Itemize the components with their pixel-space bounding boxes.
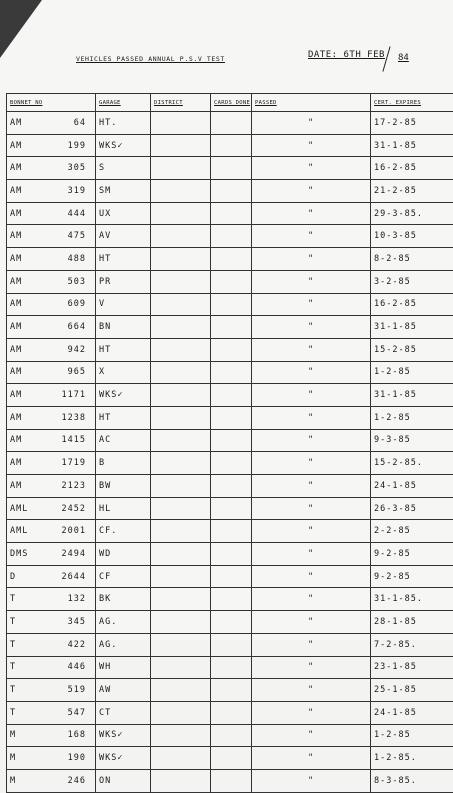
table-row (7, 270, 453, 293)
passed-cell: " (252, 316, 371, 339)
garage-cell: AG. (96, 611, 151, 634)
passed-cell: " (252, 384, 371, 407)
cards-done-cell (211, 338, 252, 361)
cert-expiry-cell: 31-1-85. (371, 588, 453, 611)
bonnet-no-cell (7, 475, 96, 498)
cards-done-cell (211, 565, 252, 588)
bonnet-number: 305 (68, 163, 86, 173)
garage-cell: BW (96, 475, 151, 498)
bonnet-no-cell (7, 384, 96, 407)
bonnet-no-cell (7, 543, 96, 566)
cards-done-cell (211, 180, 252, 203)
cert-expiry-cell: 9-2-85 (371, 565, 453, 588)
bonnet-no-cell (7, 565, 96, 588)
bonnet-number: 942 (68, 345, 86, 355)
district-cell (151, 497, 211, 520)
district-cell (151, 157, 211, 180)
passed-cell: " (252, 679, 371, 702)
bonnet-prefix: M (10, 753, 16, 763)
cards-done-cell (211, 293, 252, 316)
cards-done-cell (211, 270, 252, 293)
cards-done-cell (211, 611, 252, 634)
bonnet-no-cell (7, 588, 96, 611)
cards-done-cell (211, 384, 252, 407)
cert-expiry-cell: 24-1-85 (371, 701, 453, 724)
date-label: DATE: 6TH FEB (308, 50, 385, 60)
cards-done-cell (211, 701, 252, 724)
bonnet-no-cell (7, 452, 96, 475)
district-cell (151, 475, 211, 498)
passed-cell: " (252, 769, 371, 792)
table-row (7, 656, 453, 679)
table-row (7, 769, 453, 792)
table-row (7, 611, 453, 634)
bonnet-prefix: T (10, 617, 16, 627)
cards-done-cell (211, 769, 252, 792)
garage-cell: AV (96, 225, 151, 248)
district-cell (151, 701, 211, 724)
passed-cell: " (252, 112, 371, 135)
table-row (7, 497, 453, 520)
cert-expiry-cell: 17-2-85 (371, 112, 453, 135)
bonnet-no-cell (7, 497, 96, 520)
bonnet-no-cell (7, 112, 96, 135)
cert-expiry-cell: 1-2-85. (371, 747, 453, 770)
cert-expiry-cell: 16-2-85 (371, 293, 453, 316)
bonnet-number: 475 (68, 231, 86, 241)
table-row (7, 520, 453, 543)
district-cell (151, 452, 211, 475)
table-row (7, 180, 453, 203)
cert-expiry-cell: 15-2-85 (371, 338, 453, 361)
garage-cell: SM (96, 180, 151, 203)
passed-cell: " (252, 701, 371, 724)
bonnet-number: 168 (68, 730, 86, 740)
cert-expiry-cell: 3-2-85 (371, 270, 453, 293)
cert-expiry-cell: 25-1-85 (371, 679, 453, 702)
bonnet-no-cell (7, 769, 96, 792)
bonnet-number: 1719 (62, 458, 86, 468)
garage-cell: CF. (96, 520, 151, 543)
bonnet-number: 488 (68, 254, 86, 264)
bonnet-no-cell (7, 633, 96, 656)
bonnet-no-cell (7, 270, 96, 293)
cards-done-cell (211, 225, 252, 248)
garage-cell: S (96, 157, 151, 180)
vehicle-register-table (6, 93, 453, 793)
table-row (7, 225, 453, 248)
bonnet-prefix: AM (10, 481, 22, 491)
district-cell (151, 270, 211, 293)
cert-expiry-cell: 31-1-85 (371, 316, 453, 339)
cards-done-cell (211, 543, 252, 566)
bonnet-number: 2494 (62, 549, 86, 559)
bonnet-number: 2123 (62, 481, 86, 491)
bonnet-number: 609 (68, 299, 86, 309)
bonnet-prefix: AM (10, 322, 22, 332)
bonnet-number: 1415 (62, 435, 86, 445)
bonnet-no-cell (7, 225, 96, 248)
district-cell (151, 112, 211, 135)
table-row (7, 747, 453, 770)
table-row (7, 384, 453, 407)
district-cell (151, 679, 211, 702)
date-year: 84 (398, 53, 409, 63)
passed-cell: " (252, 633, 371, 656)
district-cell (151, 361, 211, 384)
bonnet-prefix: T (10, 662, 16, 672)
garage-cell: ON (96, 769, 151, 792)
table-row (7, 679, 453, 702)
col-cert-expires: CERT. EXPIRES (371, 94, 453, 112)
passed-cell: " (252, 565, 371, 588)
cert-expiry-cell: 23-1-85 (371, 656, 453, 679)
cards-done-cell (211, 679, 252, 702)
garage-cell: CT (96, 701, 151, 724)
bonnet-no-cell (7, 724, 96, 747)
table-row (7, 475, 453, 498)
bonnet-prefix: AM (10, 186, 22, 196)
bonnet-prefix: T (10, 594, 16, 604)
garage-cell: HL (96, 497, 151, 520)
cards-done-cell (211, 157, 252, 180)
garage-cell: X (96, 361, 151, 384)
cards-done-cell (211, 497, 252, 520)
table-row (7, 543, 453, 566)
table-row (7, 157, 453, 180)
district-cell (151, 747, 211, 770)
bonnet-no-cell (7, 611, 96, 634)
cards-done-cell (211, 520, 252, 543)
garage-cell: WKS✓ (96, 747, 151, 770)
cert-expiry-cell: 2-2-85 (371, 520, 453, 543)
bonnet-prefix: AML (10, 504, 28, 514)
bonnet-prefix: AM (10, 163, 22, 173)
table-row (7, 429, 453, 452)
garage-cell: V (96, 293, 151, 316)
bonnet-no-cell (7, 134, 96, 157)
page-title: VEHICLES PASSED ANNUAL P.S.V TEST (76, 55, 225, 63)
table-row (7, 724, 453, 747)
garage-cell: WKS✓ (96, 384, 151, 407)
district-cell (151, 180, 211, 203)
district-cell (151, 543, 211, 566)
table-row (7, 316, 453, 339)
bonnet-number: 664 (68, 322, 86, 332)
cert-expiry-cell: 1-2-85 (371, 406, 453, 429)
passed-cell: " (252, 520, 371, 543)
bonnet-no-cell (7, 747, 96, 770)
bonnet-no-cell (7, 361, 96, 384)
bonnet-prefix: T (10, 708, 16, 718)
cards-done-cell (211, 202, 252, 225)
bonnet-number: 2644 (62, 572, 86, 582)
bonnet-number: 519 (68, 685, 86, 695)
table-row (7, 248, 453, 271)
table-row (7, 588, 453, 611)
bonnet-prefix: AML (10, 526, 28, 536)
bonnet-prefix: D (10, 572, 16, 582)
bonnet-prefix: AM (10, 118, 22, 128)
bonnet-number: 1171 (62, 390, 86, 400)
passed-cell: " (252, 180, 371, 203)
district-cell (151, 316, 211, 339)
passed-cell: " (252, 202, 371, 225)
garage-cell: WKS✓ (96, 724, 151, 747)
bonnet-number: 965 (68, 367, 86, 377)
garage-cell: B (96, 452, 151, 475)
bonnet-prefix: AM (10, 390, 22, 400)
passed-cell: " (252, 475, 371, 498)
passed-cell: " (252, 724, 371, 747)
table-row (7, 406, 453, 429)
bonnet-number: 446 (68, 662, 86, 672)
bonnet-prefix: T (10, 685, 16, 695)
bonnet-number: 2452 (62, 504, 86, 514)
garage-cell: WH (96, 656, 151, 679)
bonnet-number: 503 (68, 277, 86, 287)
garage-cell: WD (96, 543, 151, 566)
bonnet-prefix: AM (10, 231, 22, 241)
garage-cell: UX (96, 202, 151, 225)
table-row (7, 112, 453, 135)
garage-cell: HT (96, 406, 151, 429)
cert-expiry-cell: 10-3-85 (371, 225, 453, 248)
district-cell (151, 769, 211, 792)
bonnet-number: 547 (68, 708, 86, 718)
bonnet-number: 199 (68, 141, 86, 151)
table-row (7, 134, 453, 157)
bonnet-prefix: AM (10, 209, 22, 219)
passed-cell: " (252, 157, 371, 180)
bonnet-no-cell (7, 293, 96, 316)
garage-cell: AC (96, 429, 151, 452)
garage-cell: AG. (96, 633, 151, 656)
bonnet-no-cell (7, 248, 96, 271)
garage-cell: CF (96, 565, 151, 588)
garage-cell: BN (96, 316, 151, 339)
district-cell (151, 520, 211, 543)
table-row (7, 633, 453, 656)
cards-done-cell (211, 134, 252, 157)
bonnet-no-cell (7, 406, 96, 429)
cards-done-cell (211, 112, 252, 135)
district-cell (151, 202, 211, 225)
passed-cell: " (252, 656, 371, 679)
garage-cell: BK (96, 588, 151, 611)
bonnet-no-cell (7, 316, 96, 339)
bonnet-no-cell (7, 180, 96, 203)
bonnet-number: 246 (68, 776, 86, 786)
col-passed: PASSED (252, 94, 371, 112)
cards-done-cell (211, 724, 252, 747)
table-row (7, 701, 453, 724)
garage-cell: HT. (96, 112, 151, 135)
district-cell (151, 724, 211, 747)
cert-expiry-cell: 7-2-85. (371, 633, 453, 656)
cards-done-cell (211, 429, 252, 452)
col-district: DISTRICT (151, 94, 211, 112)
bonnet-prefix: AM (10, 141, 22, 151)
cert-expiry-cell: 28-1-85 (371, 611, 453, 634)
col-garage: GARAGE (96, 94, 151, 112)
bonnet-number: 319 (68, 186, 86, 196)
garage-cell: WKS✓ (96, 134, 151, 157)
cert-expiry-cell: 9-3-85 (371, 429, 453, 452)
district-cell (151, 588, 211, 611)
bonnet-no-cell (7, 202, 96, 225)
bonnet-prefix: M (10, 776, 16, 786)
cert-expiry-cell: 8-2-85 (371, 248, 453, 271)
cert-expiry-cell: 29-3-85. (371, 202, 453, 225)
bonnet-no-cell (7, 656, 96, 679)
cert-expiry-cell: 26-3-85 (371, 497, 453, 520)
district-cell (151, 338, 211, 361)
passed-cell: " (252, 543, 371, 566)
table-header-row (7, 94, 453, 112)
cards-done-cell (211, 588, 252, 611)
passed-cell: " (252, 361, 371, 384)
bonnet-no-cell (7, 520, 96, 543)
passed-cell: " (252, 293, 371, 316)
passed-cell: " (252, 429, 371, 452)
cert-expiry-cell: 8-3-85. (371, 769, 453, 792)
cards-done-cell (211, 747, 252, 770)
table-row (7, 565, 453, 588)
cards-done-cell (211, 361, 252, 384)
bonnet-no-cell (7, 679, 96, 702)
district-cell (151, 248, 211, 271)
bonnet-number: 132 (68, 594, 86, 604)
passed-cell: " (252, 270, 371, 293)
col-bonnet-no: BONNET NO (7, 94, 96, 112)
bonnet-prefix: AM (10, 345, 22, 355)
garage-cell: PR (96, 270, 151, 293)
bonnet-prefix: AM (10, 458, 22, 468)
col-cards-done: CARDS DONE (211, 94, 252, 112)
district-cell (151, 611, 211, 634)
district-cell (151, 429, 211, 452)
district-cell (151, 134, 211, 157)
district-cell (151, 633, 211, 656)
bonnet-prefix: DMS (10, 549, 28, 559)
passed-cell: " (252, 248, 371, 271)
cert-expiry-cell: 1-2-85 (371, 361, 453, 384)
bonnet-prefix: AM (10, 299, 22, 309)
passed-cell: " (252, 452, 371, 475)
bonnet-prefix: AM (10, 413, 22, 423)
passed-cell: " (252, 611, 371, 634)
passed-cell: " (252, 134, 371, 157)
cards-done-cell (211, 452, 252, 475)
passed-cell: " (252, 497, 371, 520)
bonnet-number: 190 (68, 753, 86, 763)
bonnet-no-cell (7, 429, 96, 452)
district-cell (151, 565, 211, 588)
cert-expiry-cell: 31-1-85 (371, 384, 453, 407)
district-cell (151, 225, 211, 248)
cert-expiry-cell: 21-2-85 (371, 180, 453, 203)
bonnet-no-cell (7, 157, 96, 180)
cards-done-cell (211, 406, 252, 429)
table-row (7, 293, 453, 316)
passed-cell: " (252, 747, 371, 770)
cards-done-cell (211, 248, 252, 271)
bonnet-no-cell (7, 338, 96, 361)
cert-expiry-cell: 1-2-85 (371, 724, 453, 747)
district-cell (151, 384, 211, 407)
passed-cell: " (252, 338, 371, 361)
bonnet-prefix: AM (10, 254, 22, 264)
bonnet-number: 64 (74, 118, 86, 128)
folded-corner (0, 0, 42, 58)
table-row (7, 338, 453, 361)
bonnet-prefix: T (10, 640, 16, 650)
passed-cell: " (252, 406, 371, 429)
table-row (7, 202, 453, 225)
bonnet-prefix: AM (10, 435, 22, 445)
bonnet-prefix: AM (10, 367, 22, 377)
cards-done-cell (211, 656, 252, 679)
cert-expiry-cell: 15-2-85. (371, 452, 453, 475)
garage-cell: HT (96, 248, 151, 271)
cards-done-cell (211, 633, 252, 656)
passed-cell: " (252, 225, 371, 248)
bonnet-no-cell (7, 701, 96, 724)
bonnet-prefix: M (10, 730, 16, 740)
table-row (7, 452, 453, 475)
cards-done-cell (211, 316, 252, 339)
table-row (7, 361, 453, 384)
district-cell (151, 293, 211, 316)
bonnet-number: 444 (68, 209, 86, 219)
garage-cell: HT (96, 338, 151, 361)
cert-expiry-cell: 24-1-85 (371, 475, 453, 498)
bonnet-number: 2001 (62, 526, 86, 536)
district-cell (151, 406, 211, 429)
passed-cell: " (252, 588, 371, 611)
district-cell (151, 656, 211, 679)
garage-cell: AW (96, 679, 151, 702)
bonnet-prefix: AM (10, 277, 22, 287)
bonnet-number: 345 (68, 617, 86, 627)
cert-expiry-cell: 9-2-85 (371, 543, 453, 566)
cards-done-cell (211, 475, 252, 498)
bonnet-number: 422 (68, 640, 86, 650)
cert-expiry-cell: 16-2-85 (371, 157, 453, 180)
bonnet-number: 1238 (62, 413, 86, 423)
cert-expiry-cell: 31-1-85 (371, 134, 453, 157)
